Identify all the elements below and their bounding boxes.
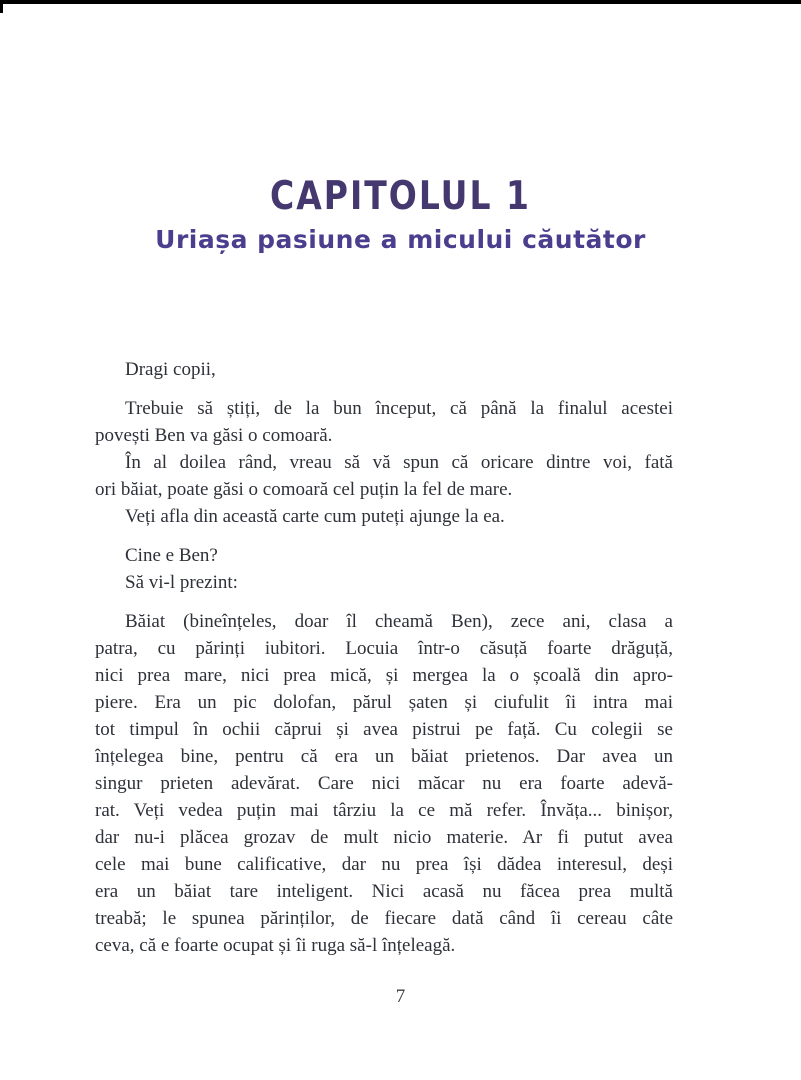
text-line: povești Ben va găsi o comoară. [95,425,333,446]
text-line: patra, cu părinți iubitori. Locuia într-o căsuță foarte drăguță, [95,638,673,659]
scan-left-edge [0,0,3,13]
text-line: Trebuie să știți, de la bun început, că până la finalul acestei [125,398,673,419]
chapter-heading [0,172,801,254]
text-line: tot timpul în ochii căprui și avea pistrui pe față. Cu colegii se [95,719,673,740]
text-line: era un băiat tare inteligent. Nici acasă nu făcea prea multă [95,881,673,902]
text-line: ori băiat, poate găsi o comoară cel puțin la fel de mare. [95,479,513,500]
text-line: Dragi copii, [125,359,216,380]
text-line: Să vi-l prezint: [125,572,238,593]
text-line: cele mai bune calificative, dar nu prea își dădea interesul, deși [95,854,673,875]
text-line: piere. Era un pic dolofan, părul șaten și ciufulit îi intra mai [95,692,673,713]
body-text [95,356,673,959]
chapter-title: CAPITOLUL 1 [270,172,531,219]
scan-top-edge [0,0,801,4]
text-line: singur prieten adevărat. Care nici măcar nu era foarte adevă- [95,773,673,794]
text-line: rat. Veți vedea puțin mai târziu la ce mă refer. Învăța... binișor, [95,800,673,821]
page-number: 7 [395,986,406,1007]
text-line: În al doilea rând, vreau să vă spun că oricare dintre voi, fată [125,452,673,473]
text-line: Cine e Ben? [125,545,218,566]
text-line: înțelegea bine, pentru că era un băiat prietenos. Dar avea un [95,746,673,767]
text-line: nici prea mare, nici prea mică, și mergea la o școală din apro- [95,665,673,686]
chapter-subtitle: Uriașa pasiune a micului căutător [155,225,646,254]
text-line: Veți afla din această carte cum puteți ajunge la ea. [125,506,505,527]
text-line: ceva, că e foarte ocupat și îi ruga să-l înțeleagă. [95,935,456,956]
text-line: Băiat (bineînțeles, doar îl cheamă Ben), zece ani, clasa a [125,611,673,632]
text-line: dar nu-i plăcea grozav de mult nicio materie. Ar fi putut avea [95,827,673,848]
text-line: treabă; le spunea părinților, de fiecare dată când îi cereau câte [95,908,673,929]
